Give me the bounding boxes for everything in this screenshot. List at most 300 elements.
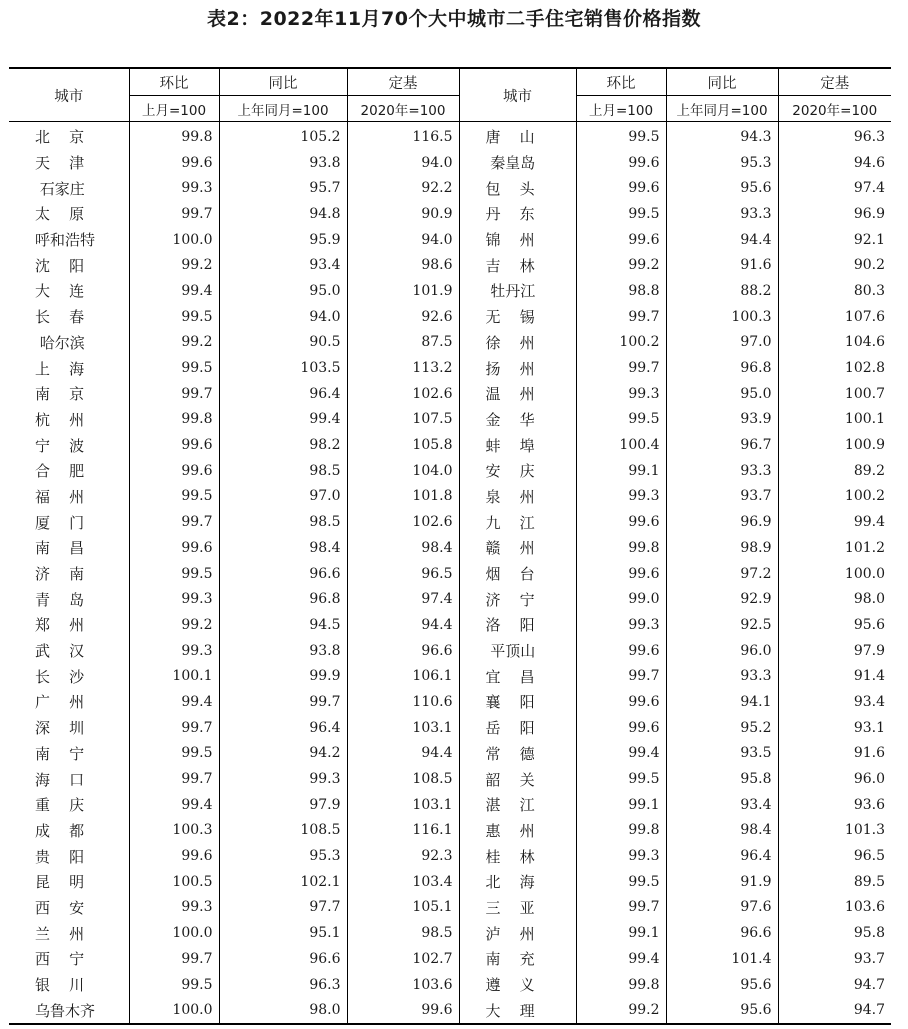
base-value-left: 102.6 (347, 509, 459, 535)
table-row (9, 715, 891, 741)
base-value-left: 116.5 (347, 122, 459, 150)
price-index-table (9, 67, 891, 1025)
yoy-value-right: 95.6 (666, 972, 778, 998)
city-name-left: 深 圳 (35, 719, 85, 738)
base-value-left: 102.6 (347, 381, 459, 407)
table-row (9, 227, 891, 253)
mom-value-right: 99.7 (576, 663, 666, 689)
city-name-left: 厦 门 (35, 513, 85, 532)
mom-value-left: 99.5 (129, 741, 219, 767)
mom-value-left: 99.6 (129, 535, 219, 561)
yoy-value-right: 93.4 (666, 792, 778, 818)
mom-value-right: 99.6 (576, 561, 666, 587)
yoy-value-right: 91.9 (666, 869, 778, 895)
yoy-value-right: 93.3 (666, 458, 778, 484)
city-name-left: 昆 明 (35, 873, 85, 892)
base-value-right: 104.6 (778, 330, 891, 356)
mom-value-left: 99.5 (129, 561, 219, 587)
city-name-left: 福 州 (35, 487, 85, 506)
base-value-left: 90.9 (347, 201, 459, 227)
mom-value-left: 99.5 (129, 972, 219, 998)
city-name-left: 南 昌 (35, 539, 85, 558)
mom-value-right: 99.1 (576, 458, 666, 484)
table-row (9, 304, 891, 330)
yoy-value-left: 108.5 (219, 818, 347, 844)
mom-value-right: 99.6 (576, 150, 666, 176)
mom-value-left: 99.3 (129, 638, 219, 664)
city-name-right: 金 华 (459, 407, 576, 433)
city-name-left: 郑 州 (35, 616, 85, 635)
table-row (9, 252, 891, 278)
yoy-value-right: 95.8 (666, 766, 778, 792)
mom-value-right: 99.3 (576, 484, 666, 510)
mom-value-right: 99.5 (576, 869, 666, 895)
base-value-left: 116.1 (347, 818, 459, 844)
yoy-value-right: 94.1 (666, 689, 778, 715)
city-name-right: 包 头 (459, 175, 576, 201)
city-name-right: 吉 林 (459, 252, 576, 278)
table-row (9, 175, 891, 201)
mom-value-right: 98.8 (576, 278, 666, 304)
base-value-left: 108.5 (347, 766, 459, 792)
yoy-value-left: 95.7 (219, 175, 347, 201)
mom-value-left: 99.8 (129, 122, 219, 150)
base-value-left: 110.6 (347, 689, 459, 715)
city-name-right: 秦皇岛 (459, 150, 576, 176)
yoy-value-right: 94.3 (666, 122, 778, 150)
mom-value-left: 99.7 (129, 381, 219, 407)
mom-value-left: 99.6 (129, 150, 219, 176)
city-name-left: 大 连 (35, 282, 85, 301)
header-city-left: 城市 (9, 68, 129, 122)
yoy-value-left: 98.5 (219, 458, 347, 484)
city-name-left: 西 安 (35, 898, 85, 917)
yoy-value-right: 98.4 (666, 818, 778, 844)
header-yoy-sub-right: 上年同月=100 (666, 96, 778, 122)
base-value-right: 95.6 (778, 612, 891, 638)
city-name-right: 宜 昌 (459, 663, 576, 689)
city-name-right: 三 亚 (459, 895, 576, 921)
base-value-left: 103.1 (347, 792, 459, 818)
city-name-left: 海 口 (35, 770, 85, 789)
yoy-value-right: 95.0 (666, 381, 778, 407)
base-value-right: 96.3 (778, 122, 891, 150)
yoy-value-right: 95.2 (666, 715, 778, 741)
mom-value-left: 99.3 (129, 175, 219, 201)
table-row (9, 792, 891, 818)
mom-value-right: 99.2 (576, 997, 666, 1024)
city-name-left: 西 宁 (35, 950, 85, 969)
table-row (9, 972, 891, 998)
yoy-value-right: 93.3 (666, 201, 778, 227)
mom-value-right: 99.7 (576, 355, 666, 381)
base-value-right: 98.0 (778, 586, 891, 612)
city-name-right: 桂 林 (459, 843, 576, 869)
city-name-right: 北 海 (459, 869, 576, 895)
yoy-value-left: 98.4 (219, 535, 347, 561)
yoy-value-left: 96.6 (219, 946, 347, 972)
base-value-right: 103.6 (778, 895, 891, 921)
base-value-left: 94.4 (347, 612, 459, 638)
mom-value-left: 100.1 (129, 663, 219, 689)
base-value-left: 107.5 (347, 407, 459, 433)
yoy-value-right: 96.7 (666, 432, 778, 458)
city-name-right: 湛 江 (459, 792, 576, 818)
yoy-value-right: 96.8 (666, 355, 778, 381)
city-name-right: 南 充 (459, 946, 576, 972)
header-mom-left: 环比 (129, 68, 219, 96)
base-value-left: 97.4 (347, 586, 459, 612)
table-row (9, 201, 891, 227)
base-value-left: 102.7 (347, 946, 459, 972)
city-name-right: 韶 关 (459, 766, 576, 792)
mom-value-left: 99.6 (129, 843, 219, 869)
header-base-left: 定基 (347, 68, 459, 96)
header-yoy-left: 同比 (219, 68, 347, 96)
table-row (9, 278, 891, 304)
mom-value-left: 99.2 (129, 612, 219, 638)
yoy-value-left: 93.4 (219, 252, 347, 278)
table-row (9, 946, 891, 972)
base-value-right: 80.3 (778, 278, 891, 304)
city-name-right: 平顶山 (459, 638, 576, 664)
base-value-left: 98.5 (347, 920, 459, 946)
city-name-right: 洛 阳 (459, 612, 576, 638)
city-name-right: 锦 州 (459, 227, 576, 253)
table-row (9, 663, 891, 689)
mom-value-left: 99.2 (129, 330, 219, 356)
table-row (9, 122, 891, 150)
city-name-left: 武 汉 (35, 642, 85, 661)
table-row (9, 535, 891, 561)
table-row (9, 407, 891, 433)
city-name-right: 安 庆 (459, 458, 576, 484)
city-name-left: 成 都 (35, 821, 85, 840)
base-value-left: 103.1 (347, 715, 459, 741)
mom-value-right: 99.4 (576, 946, 666, 972)
yoy-value-right: 95.6 (666, 175, 778, 201)
yoy-value-right: 93.5 (666, 741, 778, 767)
city-name-left: 宁 波 (35, 436, 85, 455)
city-name-left: 北 京 (35, 128, 85, 147)
yoy-value-left: 105.2 (219, 122, 347, 150)
base-value-right: 100.0 (778, 561, 891, 587)
mom-value-left: 99.7 (129, 766, 219, 792)
base-value-right: 101.3 (778, 818, 891, 844)
city-name-right: 常 德 (459, 741, 576, 767)
header-base-sub-right: 2020年=100 (778, 96, 891, 122)
yoy-value-left: 93.8 (219, 150, 347, 176)
yoy-value-left: 94.2 (219, 741, 347, 767)
base-value-right: 97.4 (778, 175, 891, 201)
yoy-value-right: 97.0 (666, 330, 778, 356)
city-name-left: 南 京 (35, 385, 85, 404)
table-row (9, 895, 891, 921)
header-city-right: 城市 (459, 68, 576, 122)
base-value-right: 96.5 (778, 843, 891, 869)
mom-value-right: 99.1 (576, 920, 666, 946)
city-name-right: 温 州 (459, 381, 576, 407)
base-value-right: 93.4 (778, 689, 891, 715)
city-name-right: 泉 州 (459, 484, 576, 510)
yoy-value-left: 94.5 (219, 612, 347, 638)
city-name-left: 呼和浩特 (35, 231, 96, 250)
table-row (9, 561, 891, 587)
mom-value-right: 99.8 (576, 972, 666, 998)
table-row (9, 586, 891, 612)
mom-value-right: 99.7 (576, 304, 666, 330)
city-name-right: 岳 阳 (459, 715, 576, 741)
mom-value-right: 99.6 (576, 689, 666, 715)
header-mom-right: 环比 (576, 68, 666, 96)
base-value-left: 99.6 (347, 997, 459, 1024)
yoy-value-right: 96.0 (666, 638, 778, 664)
mom-value-right: 100.2 (576, 330, 666, 356)
table-row (9, 612, 891, 638)
base-value-right: 100.7 (778, 381, 891, 407)
yoy-value-right: 93.7 (666, 484, 778, 510)
city-name-left: 广 州 (35, 693, 85, 712)
yoy-value-left: 98.5 (219, 509, 347, 535)
header-mom-sub-right: 上月=100 (576, 96, 666, 122)
city-name-left: 长 沙 (35, 667, 85, 686)
yoy-value-left: 99.4 (219, 407, 347, 433)
city-name-right: 赣 州 (459, 535, 576, 561)
city-name-right: 无 锡 (459, 304, 576, 330)
base-value-right: 100.9 (778, 432, 891, 458)
base-value-right: 92.1 (778, 227, 891, 253)
table-title: 表2：2022年11月70个大中城市二手住宅销售价格指数 (207, 8, 701, 30)
city-name-right: 济 宁 (459, 586, 576, 612)
table-row (9, 432, 891, 458)
base-value-right: 99.4 (778, 509, 891, 535)
yoy-value-right: 96.9 (666, 509, 778, 535)
table-row (9, 150, 891, 176)
mom-value-right: 99.6 (576, 175, 666, 201)
yoy-value-right: 93.9 (666, 407, 778, 433)
table-row (9, 920, 891, 946)
mom-value-left: 99.6 (129, 432, 219, 458)
city-name-left: 银 川 (35, 976, 85, 995)
mom-value-left: 99.3 (129, 895, 219, 921)
table-row (9, 355, 891, 381)
base-value-left: 92.6 (347, 304, 459, 330)
mom-value-right: 99.6 (576, 715, 666, 741)
yoy-value-left: 96.6 (219, 561, 347, 587)
city-name-left: 哈尔滨 (35, 333, 85, 352)
city-name-left: 杭 州 (35, 410, 85, 429)
yoy-value-left: 99.3 (219, 766, 347, 792)
city-name-right: 九 江 (459, 509, 576, 535)
mom-value-right: 99.6 (576, 227, 666, 253)
base-value-left: 96.5 (347, 561, 459, 587)
base-value-left: 113.2 (347, 355, 459, 381)
table-row (9, 381, 891, 407)
city-name-right: 烟 台 (459, 561, 576, 587)
table-row (9, 869, 891, 895)
city-name-right: 扬 州 (459, 355, 576, 381)
base-value-right: 95.8 (778, 920, 891, 946)
mom-value-left: 99.5 (129, 304, 219, 330)
base-value-right: 96.0 (778, 766, 891, 792)
yoy-value-right: 96.4 (666, 843, 778, 869)
mom-value-right: 99.5 (576, 201, 666, 227)
header-yoy-right: 同比 (666, 68, 778, 96)
yoy-value-right: 96.6 (666, 920, 778, 946)
yoy-value-right: 95.6 (666, 997, 778, 1024)
table-row (9, 818, 891, 844)
base-value-right: 102.8 (778, 355, 891, 381)
base-value-left: 98.6 (347, 252, 459, 278)
base-value-left: 101.8 (347, 484, 459, 510)
yoy-value-left: 103.5 (219, 355, 347, 381)
city-name-right: 蚌 埠 (459, 432, 576, 458)
base-value-left: 101.9 (347, 278, 459, 304)
base-value-left: 87.5 (347, 330, 459, 356)
yoy-value-left: 96.3 (219, 972, 347, 998)
mom-value-left: 99.5 (129, 355, 219, 381)
base-value-left: 92.3 (347, 843, 459, 869)
city-name-left: 上 海 (35, 359, 85, 378)
mom-value-left: 99.7 (129, 946, 219, 972)
table-row (9, 689, 891, 715)
yoy-value-left: 94.8 (219, 201, 347, 227)
yoy-value-right: 88.2 (666, 278, 778, 304)
base-value-right: 94.7 (778, 997, 891, 1024)
mom-value-right: 99.3 (576, 843, 666, 869)
mom-value-left: 99.5 (129, 484, 219, 510)
base-value-left: 104.0 (347, 458, 459, 484)
yoy-value-left: 94.0 (219, 304, 347, 330)
city-name-left: 长 春 (35, 308, 85, 327)
city-name-left: 乌鲁木齐 (9, 997, 129, 1024)
mom-value-right: 99.1 (576, 792, 666, 818)
mom-value-right: 99.3 (576, 612, 666, 638)
base-value-left: 94.0 (347, 227, 459, 253)
city-name-right: 泸 州 (459, 920, 576, 946)
yoy-value-right: 95.3 (666, 150, 778, 176)
yoy-value-left: 97.0 (219, 484, 347, 510)
city-name-left: 石家庄 (35, 179, 85, 198)
yoy-value-right: 100.3 (666, 304, 778, 330)
yoy-value-right: 101.4 (666, 946, 778, 972)
yoy-value-left: 99.9 (219, 663, 347, 689)
base-value-right: 90.2 (778, 252, 891, 278)
city-name-left: 合 肥 (35, 462, 85, 481)
city-name-right: 遵 义 (459, 972, 576, 998)
base-value-right: 93.1 (778, 715, 891, 741)
mom-value-right: 99.4 (576, 741, 666, 767)
table-row (9, 509, 891, 535)
mom-value-right: 99.8 (576, 535, 666, 561)
base-value-right: 89.5 (778, 869, 891, 895)
header-base-right: 定基 (778, 68, 891, 96)
city-name-right: 惠 州 (459, 818, 576, 844)
header-yoy-sub-left: 上年同月=100 (219, 96, 347, 122)
base-value-right: 97.9 (778, 638, 891, 664)
yoy-value-right: 97.2 (666, 561, 778, 587)
yoy-value-left: 95.0 (219, 278, 347, 304)
city-name-left: 沈 阳 (35, 256, 85, 275)
mom-value-right: 100.4 (576, 432, 666, 458)
base-value-right: 96.9 (778, 201, 891, 227)
table-row (9, 458, 891, 484)
yoy-value-left: 102.1 (219, 869, 347, 895)
mom-value-left: 99.4 (129, 689, 219, 715)
base-value-left: 105.8 (347, 432, 459, 458)
table-row (9, 330, 891, 356)
city-name-left: 贵 阳 (35, 847, 85, 866)
mom-value-left: 99.6 (129, 458, 219, 484)
yoy-value-left: 95.3 (219, 843, 347, 869)
yoy-value-right: 94.4 (666, 227, 778, 253)
base-value-left: 94.4 (347, 741, 459, 767)
yoy-value-right: 98.9 (666, 535, 778, 561)
mom-value-left: 99.2 (129, 252, 219, 278)
table-row (9, 741, 891, 767)
mom-value-left: 100.5 (129, 869, 219, 895)
mom-value-left: 100.0 (129, 997, 219, 1024)
city-name-left: 兰 州 (35, 924, 85, 943)
city-name-left: 天 津 (35, 154, 85, 173)
yoy-value-left: 93.8 (219, 638, 347, 664)
base-value-left: 106.1 (347, 663, 459, 689)
base-value-right: 89.2 (778, 458, 891, 484)
mom-value-left: 99.7 (129, 509, 219, 535)
mom-value-left: 99.7 (129, 201, 219, 227)
base-value-right: 107.6 (778, 304, 891, 330)
city-name-right: 徐 州 (459, 330, 576, 356)
yoy-value-left: 96.8 (219, 586, 347, 612)
mom-value-right: 99.2 (576, 252, 666, 278)
base-value-left: 92.2 (347, 175, 459, 201)
base-value-left: 105.1 (347, 895, 459, 921)
base-value-right: 93.6 (778, 792, 891, 818)
mom-value-left: 99.3 (129, 586, 219, 612)
header-mom-sub-left: 上月=100 (129, 96, 219, 122)
yoy-value-left: 98.2 (219, 432, 347, 458)
base-value-right: 91.4 (778, 663, 891, 689)
table-row (9, 766, 891, 792)
city-name-left: 重 庆 (35, 796, 85, 815)
base-value-left: 98.4 (347, 535, 459, 561)
base-value-right: 100.1 (778, 407, 891, 433)
yoy-value-left: 96.4 (219, 715, 347, 741)
mom-value-left: 100.0 (129, 227, 219, 253)
yoy-value-left: 95.9 (219, 227, 347, 253)
mom-value-right: 99.5 (576, 407, 666, 433)
table-row (9, 484, 891, 510)
yoy-value-left: 95.1 (219, 920, 347, 946)
city-name-right: 大 理 (459, 997, 576, 1024)
mom-value-left: 100.0 (129, 920, 219, 946)
base-value-right: 100.2 (778, 484, 891, 510)
city-name-left: 青 岛 (35, 590, 85, 609)
mom-value-right: 99.5 (576, 766, 666, 792)
base-value-left: 96.6 (347, 638, 459, 664)
base-value-left: 103.6 (347, 972, 459, 998)
mom-value-left: 99.4 (129, 792, 219, 818)
city-name-left: 太 原 (35, 205, 85, 224)
base-value-right: 101.2 (778, 535, 891, 561)
yoy-value-left: 90.5 (219, 330, 347, 356)
yoy-value-left: 96.4 (219, 381, 347, 407)
city-name-right: 唐 山 (459, 122, 576, 150)
mom-value-right: 99.5 (576, 122, 666, 150)
table-row (9, 997, 891, 1024)
table-header (9, 68, 891, 122)
mom-value-left: 99.8 (129, 407, 219, 433)
